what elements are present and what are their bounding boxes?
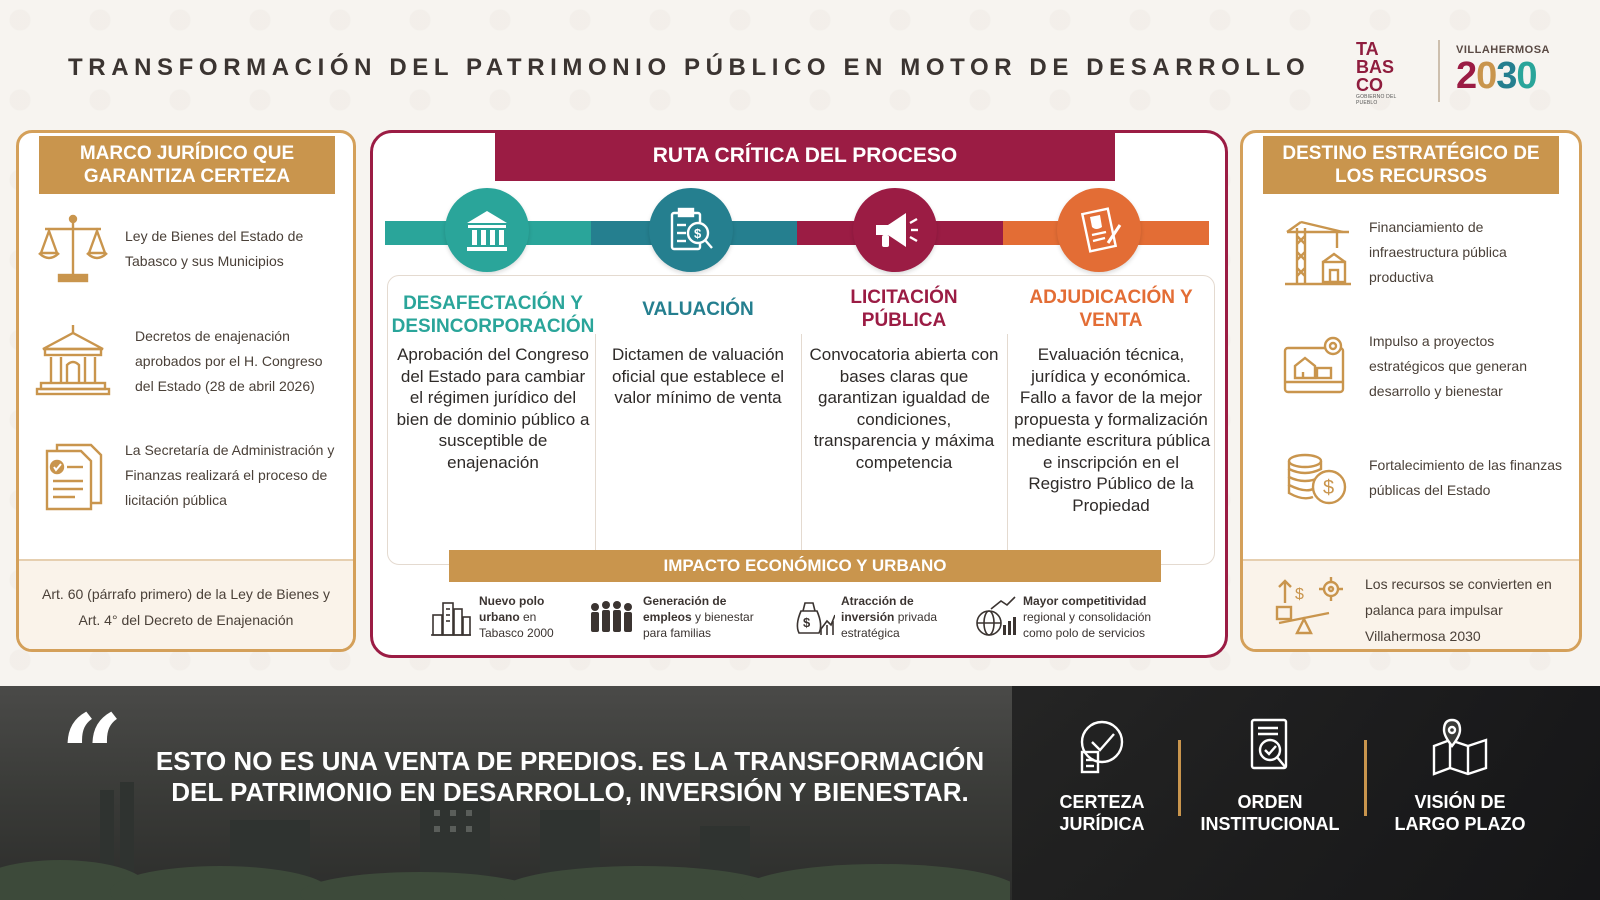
contract-icon — [1057, 188, 1141, 272]
legal-item — [35, 437, 345, 513]
impact-bold: Mayor competitividad — [1023, 594, 1147, 608]
step-column-4 — [1007, 276, 1215, 564]
impact-item — [791, 593, 961, 641]
tabasco-logo-line-2: BAS — [1356, 57, 1395, 77]
impact-rest: regional y consolidación como polo de servicios — [1023, 610, 1152, 640]
legal-certainty-icon — [1072, 716, 1132, 776]
villahermosa-2030-logo — [1456, 44, 1566, 96]
impact-item — [585, 593, 775, 641]
step-column-2 — [595, 276, 801, 564]
impact-item — [429, 593, 579, 641]
crane-icon — [1283, 218, 1353, 288]
impact-item — [973, 593, 1173, 641]
resource-destination-footer-text: Los recursos se convierten en palanca para impulsar Villahermosa 2030 — [1365, 576, 1552, 644]
impact-text — [479, 593, 579, 641]
investment-bag-icon — [791, 595, 835, 639]
legal-framework-title: MARCO JURÍDICO QUE GARANTIZA CERTEZA — [39, 136, 335, 194]
documents-check-icon — [35, 437, 111, 513]
scales-icon — [35, 211, 111, 287]
step-title-4: ADJUDICACIÓN Y VENTA — [1029, 287, 1193, 331]
critical-path-title: RUTA CRÍTICA DEL PROCESO — [495, 131, 1115, 181]
step-title-3: LICITACIÓN PÚBLICA — [850, 287, 958, 331]
resource-item — [1279, 329, 1569, 404]
step-column-1 — [388, 276, 598, 564]
step-desc-3: Convocatoria abierta con bases claras que garantizan igualdad de condiciones, transparencia y máxima competencia — [809, 345, 999, 472]
tabasco-logo-line-1: TA — [1356, 39, 1379, 59]
logo-divider — [1438, 40, 1440, 102]
coins-icon — [1283, 443, 1353, 513]
year-zero: 0 — [1476, 55, 1497, 97]
building-icon — [445, 188, 529, 272]
legal-item — [35, 211, 345, 287]
tabasco-logo — [1356, 39, 1418, 106]
impact-rest: y bienestar para familias — [643, 610, 754, 640]
impact-title: IMPACTO ECONÓMICO Y URBANO — [449, 550, 1161, 582]
legal-item — [35, 323, 345, 399]
svg-text:$: $ — [803, 615, 811, 630]
pillar-divider — [1178, 740, 1181, 816]
resource-item — [1283, 215, 1573, 290]
step-title-2: VALUACIÓN — [642, 299, 754, 320]
closing-quote: ESTO NO ES UNA VENTA DE PREDIOS. ES LA TRANSFORMACIÓN DEL PATRIMONIO EN DESARROLLO, INVERSIÓN Y BIENESTAR. — [155, 746, 985, 807]
svg-text:$: $ — [1323, 477, 1335, 499]
tabasco-logo-subtitle: GOBIERNO DEL PUEBLO — [1356, 94, 1397, 106]
city-buildings-icon — [429, 595, 473, 639]
tabasco-logo-line-3: CO — [1356, 75, 1383, 95]
pillar-divider — [1364, 740, 1367, 816]
step-desc-1: Aprobación del Congreso del Estado para cambiar el régimen jurídico del bien de dominio público a susceptible de enajenación — [396, 345, 590, 472]
steps-box — [387, 275, 1215, 565]
resource-destination-title: DESTINO ESTRATÉGICO DE LOS RECURSOS — [1263, 136, 1559, 194]
villahermosa-logo-year: 2030 — [1456, 55, 1537, 97]
step-title-1: DESAFECTACIÓN Y DESINCORPORACIÓN — [391, 293, 595, 337]
legal-item-text: La Secretaría de Administración y Finanzas realizará el proceso de licitación pública — [125, 441, 335, 508]
quote-mark-icon: “ — [60, 690, 124, 819]
legal-item-text: Ley de Bienes del Estado de Tabasco y sus Municipios — [125, 228, 304, 269]
impact-bold: Atracción de inversión — [841, 594, 914, 624]
legal-framework-footer — [19, 559, 353, 649]
legal-framework-footer-text: Art. 60 (párrafo primero) de la Ley de Bienes y Art. 4° del Decreto de Enajenación — [42, 586, 330, 628]
impact-text — [643, 593, 775, 641]
critical-path-panel — [370, 130, 1228, 658]
pillar-legal-certainty — [1022, 716, 1182, 835]
page-title: TRANSFORMACIÓN DEL PATRIMONIO PÚBLICO EN MOTOR DE DESARROLLO — [68, 54, 1311, 81]
impact-text — [1023, 593, 1173, 641]
global-chart-icon — [973, 595, 1017, 639]
resource-item-text: Financiamiento de infraestructura pública productiva — [1369, 219, 1507, 285]
balance-growth-icon — [1273, 573, 1343, 639]
pillar-institutional-order — [1190, 716, 1350, 835]
people-group-icon — [585, 595, 637, 639]
impact-rest: en Tabasco 2000 — [479, 610, 554, 640]
appraisal-clipboard-icon — [649, 188, 733, 272]
pillar-label: VISIÓN DE LARGO PLAZO — [1394, 792, 1526, 834]
pillar-label: CERTEZA JURÍDICA — [1059, 792, 1145, 834]
resource-item-text: Impulso a proyectos estratégicos que generan desarrollo y bienestar — [1369, 333, 1527, 399]
impact-bold: Generación de empleos — [643, 594, 727, 624]
legal-framework-card — [16, 130, 356, 652]
pillar-label: ORDEN INSTITUCIONAL — [1200, 792, 1340, 834]
resource-destination-footer — [1243, 559, 1579, 649]
resource-destination-card — [1240, 130, 1582, 652]
step-desc-4: Evaluación técnica, jurídica y económica. Fallo a favor de la mejor propuesta y formalización mediante escritura pública e inscripción en el Registro Público de la Propiedad — [1011, 345, 1211, 515]
legal-item-text: Decretos de enajenación aprobados por el H. Congreso del Estado (28 de abril 2026) — [135, 327, 323, 394]
city-plan-icon — [1279, 332, 1349, 402]
pillar-long-term-vision — [1380, 716, 1540, 835]
svg-text:$: $ — [1295, 586, 1304, 603]
impact-bold: Nuevo polo urbano — [479, 594, 545, 624]
step-column-3 — [801, 276, 1007, 564]
svg-text:$: $ — [694, 226, 702, 241]
impact-text — [841, 593, 961, 641]
institutional-order-icon — [1240, 716, 1300, 776]
impact-rest: privada estratégica — [841, 610, 938, 640]
megaphone-icon — [853, 188, 937, 272]
resource-item — [1283, 443, 1573, 513]
resource-item-text: Fortalecimiento de las finanzas públicas del Estado — [1369, 457, 1562, 498]
villahermosa-logo-title: VILLAHERMOSA — [1456, 44, 1550, 56]
step-desc-2: Dictamen de valuación oficial que establece el valor mínimo de venta — [611, 345, 784, 407]
map-pin-icon — [1430, 716, 1490, 776]
congress-building-icon — [35, 323, 111, 399]
